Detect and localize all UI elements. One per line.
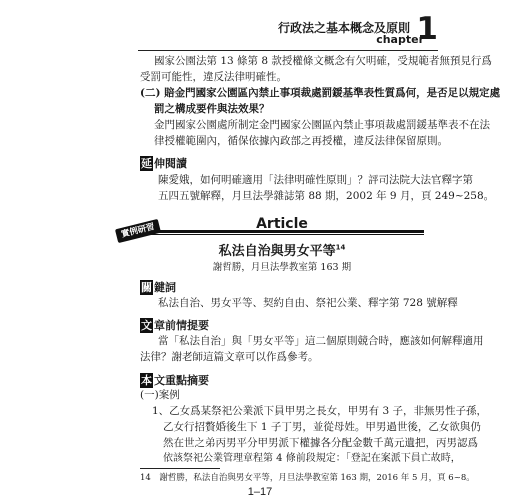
running-header-title: 行政法之基本概念及原則 bbox=[277, 21, 410, 35]
summary-heading: 本 文重點摘要 bbox=[141, 374, 209, 387]
section-tag: 延 bbox=[141, 157, 152, 170]
question-heading: (二) 賠金門國家公園區內禁止事項裁處罰鍰基準表性質爲何，是否足以規定處 bbox=[140, 87, 501, 99]
page-number: 1–17 bbox=[247, 486, 273, 498]
preface-line: 法律？謝老師這篇文章可以作爲參考。 bbox=[140, 351, 319, 363]
article-title: 私法自治與男女平等$^{14}$ bbox=[218, 243, 346, 259]
section-tag: 本 bbox=[141, 374, 152, 387]
body-line: 國家公園法第 13 條第 8 款授權條文概念有欠明確，受規範者無預見行爲 bbox=[154, 55, 492, 67]
question-heading: 罰之構成要件與法效果？ bbox=[154, 103, 270, 115]
article-rule-thin bbox=[140, 234, 424, 235]
extended-reading-heading: 延 伸閱讀 bbox=[141, 157, 187, 170]
preface-heading: 文 章前情提要 bbox=[141, 319, 209, 332]
article-rule bbox=[140, 230, 424, 233]
chapter-label: chapter bbox=[376, 33, 424, 46]
case-study-badge: 實例研習 bbox=[115, 219, 161, 243]
case-label: (一)案例 bbox=[140, 389, 180, 401]
keywords-heading: 關 鍵詞 bbox=[141, 281, 176, 294]
footnote-ref: 14 bbox=[335, 243, 346, 252]
header-rule bbox=[138, 50, 438, 51]
case-line: 1、乙女爲某祭祀公業派下員甲男之長女，甲男有 3 子，非無男性子孫， bbox=[152, 405, 488, 417]
section-tag: 文 bbox=[141, 319, 152, 332]
article-banner: Article bbox=[256, 216, 308, 232]
article-byline: 謝哲勝，月旦法學教室第 163 期 bbox=[212, 262, 352, 273]
reference-line: 陳愛娥，如何明確適用「法律明確性原則」？評司法院大法官釋字第 bbox=[158, 174, 473, 186]
footnote: 14 謝哲勝，私法自治與男女平等，月旦法學教室第 163 期，2016 年 5 月，頁 6~8。 bbox=[140, 473, 475, 483]
answer-line: 律授權範圍內，循保依據內政部之再授權，違反法律保留原則。 bbox=[154, 135, 448, 147]
case-line: 乙女行招贅婚後生下 1 子丁男，並從母姓。甲男過世後，乙女欲與仍 bbox=[163, 421, 481, 433]
body-line: 受罰可能性，違反法律明確性。 bbox=[140, 71, 287, 83]
reference-line: 五四五號解釋，月旦法學雜誌第 88 期，2002 年 9 月，頁 249~258。 bbox=[158, 190, 495, 202]
chapter-number: 1 bbox=[416, 11, 438, 47]
footnote-rule bbox=[140, 468, 220, 469]
answer-line: 金門國家公園處所制定金門國家公園區內禁止事項裁處罰鍰基準表不在法 bbox=[154, 119, 490, 131]
preface-line: 當「私法自治」與「男女平等」這二個原則競合時，應該如何解釋適用 bbox=[158, 335, 484, 347]
section-tag: 關 bbox=[141, 281, 152, 294]
keywords-text: 私法自治、男女平等、契約自由、祭祀公業、釋字第 728 號解釋 bbox=[158, 297, 458, 309]
case-line: 然在世之弟丙男平分甲男派下權據各分配金數千萬元遺把，丙男認爲 bbox=[163, 437, 478, 449]
case-line: 依該祭祀公業管理章程第 4 條前段規定：「登記在案派下員亡故時， bbox=[163, 453, 461, 464]
